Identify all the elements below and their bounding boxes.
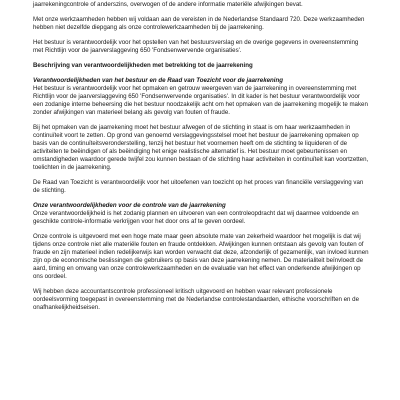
paragraph-standard-720: Met onze werkzaamheden hebben wij voldaan aan de vereisten in de Nederlandse Standaard 720. Deze werkzaamheden hebben niet dezelfde diepgang als onze controlewerkzaamheden bij de jaarrekening. (33, 16, 365, 31)
paragraph-supervisory-board: De Raad van Toezicht is verantwoordelijk voor het uitoefenen van toezicht op het proces van financiële verslaggeving van de stichting. (33, 179, 364, 194)
paragraph-management-responsibility-2: Bij het opmaken van de jaarrekening moet het bestuur afwegen of de stichting in staat is om haar werkzaamheden in continuïteit voort te zetten. Op grond van genoemd verslaggevingsstelsel moet het bestuur de jaarrekening opmaken op basis van de continuïteitsveronderstelling, tenzij het bestuur het voornemen heeft om de stichting te liquideren of de activiteiten te beëindigen of als beëindiging het enige realistische alternatief is. Het bestuur moet gebeurtenissen en omstandigheden waardoor gerede twijfel zou kunnen bestaan of de stichting haar activiteiten in continuïteit kan voortzetten, toelichten in de jaarrekening. (33, 124, 369, 171)
paragraph-other-information-read: jaarrekeningcontrole of anderszins, overwogen of de andere informatie materiële afwijkingen bevat. (33, 1, 303, 8)
paragraph-management-responsibility-1: Het bestuur is verantwoordelijk voor het opmaken en getrouw weergeven van de jaarrekening in overeenstemming met Richtlijn voor de jaarverslaggeving 650 'Fondsenwervende organisaties'. In dit kader is het bestuur verantwoordelijk voor een zodanige interne beheersing die het bestuur noodzakelijk acht om het opmaken van de jaarrekening mogelijk te maken zonder afwijkingen van materieel belang als gevolg van fouten of fraude. (33, 85, 368, 116)
subheading-management-responsibilities: Verantwoordelijkheden van het bestuur en de Raad van Toezicht voor de jaarrekening (33, 77, 284, 84)
subheading-auditor-responsibilities: Onze verantwoordelijkheden voor de controle van de jaarrekening (33, 202, 226, 209)
paragraph-auditor-responsibility-2: Onze controle is uitgevoerd met een hoge mate maar geen absolute mate van zekerheid waardoor het mogelijk is dat wij tijdens onze controle niet alle materiële fouten en fraude ontdekken. Afwijkingen kunnen ontstaan als gevolg van fouten of fraude en zijn materieel indien redelijkerwijs kan worden verwacht dat deze, afzonderlijk of gezamenlijk, van invloed kunnen zijn op de economische beslissingen die gebruikers op basis van deze jaarrekening nemen. De materialiteit beïnvloedt de aard, timing en omvang van onze controlewerkzaamheden en de evaluatie van het effect van onderkende afwijkingen op ons oordeel. (33, 233, 369, 280)
paragraph-auditor-responsibility-1: Onze verantwoordelijkheid is het zodanig plannen en uitvoeren van een controleopdracht dat wij daarmee voldoende en geschikte controle-informatie verkrijgen voor het door ons af te geven oordeel. (33, 210, 359, 225)
section-heading-responsibilities: Beschrijving van verantwoordelijkheden met betrekking tot de jaarrekening (33, 62, 253, 69)
paragraph-board-responsibility-report: Het bestuur is verantwoordelijk voor het opstellen van het bestuursverslag en de overige gegevens in overeenstemming met Richtlijn voor de jaarverslaggeving 650 'Fondsenwervende organisaties'. (33, 39, 359, 54)
paragraph-auditor-responsibility-3: Wij hebben deze accountantscontrole professioneel kritisch uitgevoerd en hebben waar relevant professionele oordeelsvorming toegepast in overeenstemming met de Nederlandse controlestandaarden, ethische voorschriften en de onafhankelijkheidseisen. (33, 288, 359, 311)
